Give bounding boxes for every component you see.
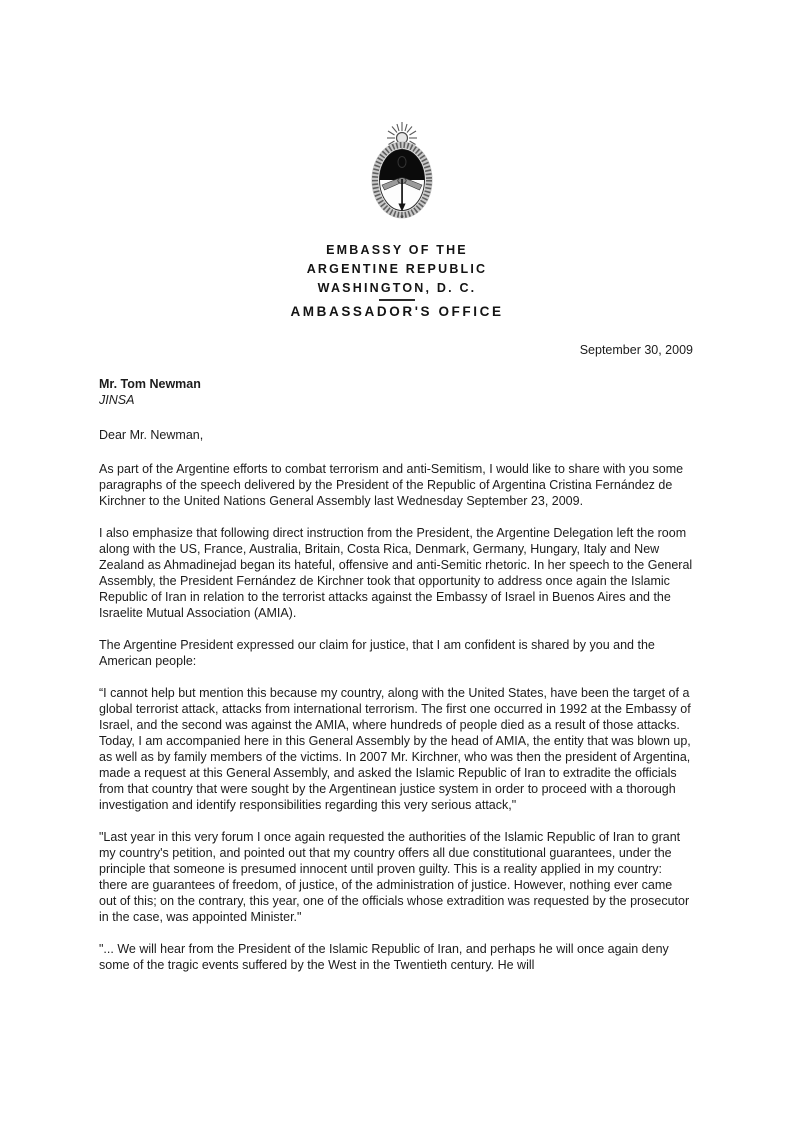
body-paragraph-3: The Argentine President expressed our claim for justice, that I am confident is shared by you and the American people: — [99, 638, 655, 668]
body-paragraph-6: "... We will hear from the President of the Islamic Republic of Iran, and perhaps he will once again deny some of the tragic events suffered by the West in the Twentieth century. He will — [99, 942, 669, 972]
letterhead-line-2: ARGENTINE REPUBLIC — [306, 262, 488, 276]
body-paragraph-2: I also emphasize that following direct instruction from the President, the Argentine Delegation left the room along with the US, France, Australia, Britain, Costa Rica, Denmark, Germany, Hungary, Italy and New Zealand as Ahmadinejad began its hateful, offensive and anti-Semitic rhetoric. In her speech to the General Assembly, the President Fernández de Kirchner took that opportunity to address once again the Islamic Republic of Iran in relation to the terrorist attacks against the Embassy of Israel in Buenos Aires and the Israelite Mutual Association (AMIA). — [99, 526, 693, 620]
letterhead-line-3: WASHINGTON, D. C. — [317, 281, 477, 295]
body-paragraph-4: “I cannot help but mention this because my country, along with the United States, have been the target of a global terrorist attack, attacks from international terrorism. The first one occurred in 1992 at the Embassy of Israel, and the second was against the AMIA, where hundreds of people died as a result of those attacks. Today, I am accompanied here in this General Assembly by the head of AMIA, the entity that was blown up, as well as by family members of the victims. In 2007 Mr. Kirchner, who was then the president of Argentina, made a request at this General Assembly, and asked the Islamic Republic of Iran to extradite the officials from that country that were sought by the Argentinean justice system in order to proceed with a thorough investigation and identify responsibilities regarding this very serious attack," — [99, 686, 691, 812]
argentina-coat-of-arms-icon — [357, 118, 447, 222]
salutation: Dear Mr. Newman, — [99, 428, 204, 442]
letter-body — [99, 342, 693, 973]
body-paragraph-1: As part of the Argentine efforts to combat terrorism and anti-Semitism, I would like to share with you some paragraphs of the speech delivered by the President of the Republic of Argentina Cristina Fernández de Kirchner to the United Nations General Assembly last Wednesday September 23, 2009. — [99, 462, 684, 508]
recipient-name: Mr. Tom Newman — [99, 377, 201, 391]
recipient-organization: JINSA — [99, 393, 135, 407]
letter-date: September 30, 2009 — [579, 343, 693, 357]
letterhead-line-1: EMBASSY OF THE — [326, 243, 468, 257]
letterhead-divider — [379, 299, 415, 301]
letterhead — [0, 118, 794, 320]
letterhead-office-title: AMBASSADOR'S OFFICE — [290, 304, 504, 319]
body-paragraph-5: "Last year in this very forum I once again requested the authorities of the Islamic Republic of Iran to grant my country's petition, and pointed out that my country offers all due constitutional guarantees, under the principle that someone is presumed innocent until proven guilty. This is a reality applied in my country: there are guarantees of freedom, of justice, of the administration of justice. However, nothing ever came out of this; on the contrary, this year, one of the officials whose extradition was requested by the prosecutor in the case, was appointed Minister." — [99, 830, 690, 924]
